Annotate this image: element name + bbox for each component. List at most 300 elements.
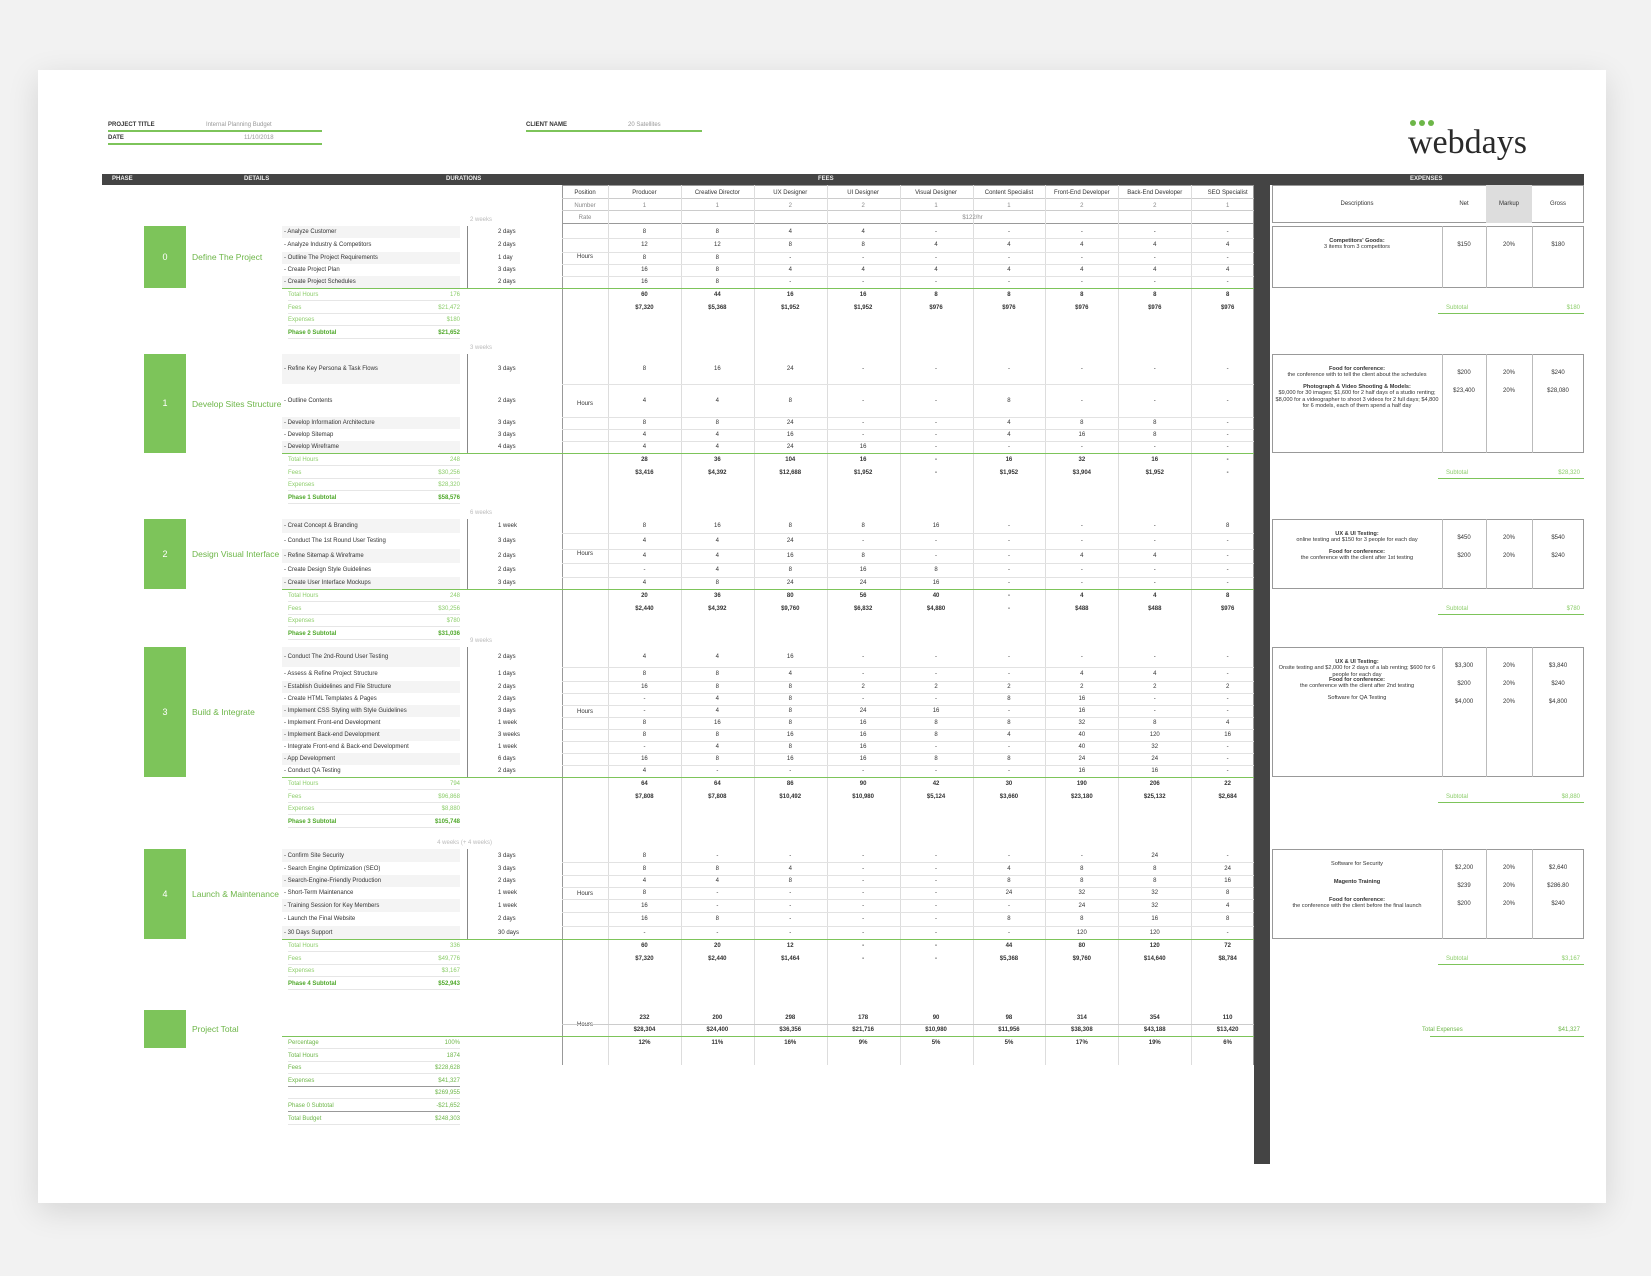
summary-value: $28,320 bbox=[438, 482, 460, 488]
task-hours: 8 bbox=[1007, 720, 1011, 726]
expense-desc-title: Food for conference: bbox=[1329, 366, 1385, 372]
expense-desc-title: Food for conference: bbox=[1329, 897, 1385, 903]
task-hours: 16 bbox=[1224, 732, 1231, 738]
total-hours: 90 bbox=[932, 1015, 940, 1021]
sum-fees: $10,492 bbox=[779, 793, 802, 800]
task-hours: 8 bbox=[642, 229, 647, 235]
sum-hours: 80 bbox=[786, 593, 794, 599]
expense-net: $2,200 bbox=[1454, 865, 1474, 871]
expense-desc-title: Photograph & Video Shooting & Models: bbox=[1303, 384, 1411, 390]
task-duration: 3 days bbox=[498, 267, 516, 273]
total-pct: 19% bbox=[1148, 1040, 1161, 1046]
project-title-label: PROJECT TITLE bbox=[108, 122, 155, 128]
summary-rule bbox=[288, 338, 460, 339]
task-duration: 2 days bbox=[498, 696, 516, 702]
task-hours: 4 bbox=[1225, 267, 1230, 273]
task-hours: - bbox=[862, 768, 865, 774]
task-hours: 8 bbox=[1225, 890, 1230, 896]
task-hours: - bbox=[935, 538, 938, 544]
summary-value: $228,628 bbox=[434, 1065, 460, 1072]
sum-fees: $976 bbox=[1075, 304, 1089, 311]
task-name: - App Development bbox=[284, 756, 336, 762]
summary-label: Fees bbox=[288, 304, 302, 311]
summary-value: 1874 bbox=[446, 1052, 460, 1059]
task-name: - Create Project Plan bbox=[284, 267, 340, 273]
task-hours: 16 bbox=[1151, 916, 1159, 922]
task-hours: - bbox=[1007, 366, 1010, 372]
task-duration: 3 days bbox=[498, 852, 516, 859]
phase-name: Design Visual Interface bbox=[192, 549, 280, 559]
header-bar bbox=[102, 174, 1254, 185]
row-rule bbox=[562, 563, 1254, 564]
task-name: - Conduct The 1st Round User Testing bbox=[284, 538, 386, 544]
row-rule bbox=[562, 252, 1254, 253]
expense-subtotal-label: Subtotal bbox=[1446, 605, 1469, 612]
sum-hours: 190 bbox=[1076, 781, 1087, 787]
task-hours: 8 bbox=[715, 671, 719, 677]
task-hours: - bbox=[789, 902, 792, 909]
task-hours: 8 bbox=[1080, 878, 1084, 884]
task-hours: 8 bbox=[642, 865, 647, 872]
row-rule bbox=[562, 429, 1254, 430]
task-hours: - bbox=[1007, 229, 1010, 235]
task-hours: 4 bbox=[934, 242, 938, 248]
task-duration: 1 week bbox=[498, 523, 518, 529]
summary-rule bbox=[288, 1098, 460, 1099]
task-hours: 2 bbox=[1080, 684, 1084, 690]
task-hours: - bbox=[1153, 397, 1156, 404]
task-hours: 16 bbox=[786, 432, 794, 438]
task-hours: - bbox=[1007, 929, 1010, 936]
task-hours: 8 bbox=[861, 242, 865, 248]
task-duration: 2 days bbox=[498, 229, 516, 235]
sum-hours: 20 bbox=[641, 593, 648, 599]
task-hours: 16 bbox=[786, 553, 794, 559]
task-hours: - bbox=[862, 366, 865, 372]
task-duration: 1 week bbox=[498, 902, 518, 909]
task-hours: - bbox=[789, 916, 792, 922]
expense-total-rule bbox=[1430, 1036, 1584, 1037]
client-name-label: CLIENT NAME bbox=[526, 122, 567, 128]
total-pct: 16% bbox=[784, 1040, 797, 1046]
summary-value: $780 bbox=[446, 618, 460, 624]
sum-hours: 4 bbox=[1080, 593, 1084, 599]
task-hours: - bbox=[789, 929, 792, 936]
expense-col-rule bbox=[1486, 354, 1487, 453]
row-rule bbox=[562, 1024, 1254, 1025]
task-hours: - bbox=[935, 878, 938, 884]
task-hours: - bbox=[643, 696, 646, 702]
phase-weeks: 6 weeks bbox=[469, 510, 492, 516]
task-hours: - bbox=[1007, 553, 1010, 559]
summary-rule bbox=[288, 1086, 460, 1087]
task-hours: - bbox=[1007, 255, 1010, 261]
task-hours: 8 bbox=[642, 255, 647, 261]
task-hours: - bbox=[862, 654, 865, 660]
task-hours: 8 bbox=[715, 684, 719, 690]
task-hours: - bbox=[935, 768, 938, 774]
sum-hours: 8 bbox=[934, 292, 938, 298]
expense-desc-text: Software for Security bbox=[1331, 861, 1383, 867]
task-hours: 16 bbox=[786, 756, 794, 762]
summary-label: Fees bbox=[288, 955, 302, 962]
task-name: - Develop Information Architecture bbox=[284, 420, 375, 426]
summary-label: Fees bbox=[288, 605, 302, 612]
expense-description bbox=[1274, 879, 1440, 885]
task-hours: - bbox=[935, 432, 938, 438]
task-hours: 8 bbox=[788, 523, 792, 529]
task-hours: 4 bbox=[642, 580, 647, 586]
task-hours: 8 bbox=[715, 229, 719, 235]
task-hours: 120 bbox=[1149, 929, 1160, 936]
total-pct: 12% bbox=[638, 1040, 651, 1046]
task-hours: 4 bbox=[715, 654, 719, 660]
task-hours: 16 bbox=[932, 580, 940, 586]
task-hours: 4 bbox=[1007, 267, 1011, 273]
task-hours: 16 bbox=[859, 444, 867, 450]
task-hours: - bbox=[935, 916, 938, 922]
summary-label: Phase 1 Subtotal bbox=[288, 494, 337, 501]
task-name: - Short-Term Maintenance bbox=[284, 890, 354, 896]
task-hours: 24 bbox=[859, 708, 867, 714]
task-hours: 8 bbox=[642, 890, 647, 896]
task-name: - Outline Contents bbox=[284, 397, 333, 404]
task-hours: - bbox=[1007, 708, 1010, 714]
sum-fees: $2,440 bbox=[708, 955, 727, 962]
sum-hours: 120 bbox=[1149, 943, 1160, 949]
row-rule bbox=[562, 533, 1254, 534]
expense-desc-title: Food for conference: bbox=[1329, 677, 1385, 683]
total-fees: $38,308 bbox=[1070, 1027, 1093, 1033]
task-hours: 24 bbox=[859, 580, 867, 586]
row-rule bbox=[562, 926, 1254, 927]
expense-gross: $240 bbox=[1551, 553, 1565, 559]
phase-weeks: 4 weeks (+ 4 weeks) bbox=[437, 840, 492, 846]
task-hours: 4 bbox=[788, 671, 792, 677]
summary-label: Total Hours bbox=[288, 781, 319, 787]
task-hours: 8 bbox=[642, 852, 647, 859]
summary-label: Fees bbox=[288, 469, 302, 476]
task-hours: 8 bbox=[642, 366, 647, 372]
expense-gross: $540 bbox=[1551, 535, 1565, 541]
summary-label: Phase 0 Subtotal bbox=[288, 1103, 334, 1109]
summary-label: Expenses bbox=[288, 968, 315, 974]
task-hours: - bbox=[935, 744, 938, 750]
task-hours: 8 bbox=[934, 756, 938, 762]
summary-label: Fees bbox=[288, 1065, 302, 1072]
task-name: - Conduct QA Testing bbox=[284, 768, 341, 774]
summary-value: $8,880 bbox=[441, 806, 460, 812]
summary-rule bbox=[288, 300, 460, 301]
task-hours: - bbox=[1226, 553, 1229, 559]
expense-col-markup: Markup bbox=[1498, 201, 1519, 207]
task-duration: 2 days bbox=[498, 567, 516, 573]
task-hours: 16 bbox=[859, 744, 867, 750]
task-hours: 24 bbox=[786, 420, 794, 426]
role-number: 2 bbox=[1153, 203, 1157, 209]
task-hours: - bbox=[643, 929, 646, 936]
task-hours: - bbox=[1226, 397, 1229, 404]
sum-hours: 8 bbox=[1153, 292, 1157, 298]
sum-fees: $3,904 bbox=[1072, 469, 1092, 476]
task-hours: 8 bbox=[1080, 420, 1084, 426]
task-hours: 24 bbox=[786, 580, 794, 586]
sum-hours: 44 bbox=[713, 292, 721, 298]
summary-label: Phase 2 Subtotal bbox=[288, 630, 337, 637]
bar-fees: FEES bbox=[818, 176, 834, 182]
total-expenses-label: Total Expenses bbox=[1422, 1027, 1463, 1033]
task-name: - Establish Guidelines and File Structure bbox=[284, 684, 392, 690]
task-hours: 16 bbox=[641, 279, 648, 285]
sum-hours: 8 bbox=[1080, 292, 1084, 298]
sum-fees: $7,808 bbox=[635, 793, 654, 800]
task-hours: 8 bbox=[1153, 865, 1157, 872]
task-hours: - bbox=[862, 852, 865, 859]
task-hours: - bbox=[935, 902, 938, 909]
summary-value: $58,576 bbox=[438, 494, 460, 501]
expense-desc-text: the conference with the client after 1st testing bbox=[1300, 555, 1414, 562]
summary-label: Total Hours bbox=[288, 292, 319, 298]
expense-markup: 20% bbox=[1502, 242, 1515, 248]
task-hours: - bbox=[862, 902, 865, 909]
task-hours: - bbox=[1007, 852, 1010, 859]
summary-rule bbox=[288, 1048, 460, 1049]
task-hours: 4 bbox=[1007, 242, 1011, 248]
task-hours: - bbox=[716, 890, 719, 896]
expense-description bbox=[1274, 861, 1440, 867]
task-hours: 40 bbox=[1078, 744, 1086, 750]
summary-label: Total Hours bbox=[288, 593, 319, 599]
task-duration: 2 days bbox=[498, 768, 516, 774]
task-hours: 16 bbox=[1078, 696, 1086, 702]
phase-number-box: 0 bbox=[144, 226, 186, 288]
task-hours: - bbox=[1007, 768, 1010, 774]
phase-weeks: 9 weeks bbox=[469, 638, 492, 644]
row-rule bbox=[562, 693, 1254, 694]
task-hours: - bbox=[1080, 654, 1083, 660]
task-hours: - bbox=[935, 929, 938, 936]
task-hours: - bbox=[1153, 538, 1156, 544]
task-hours: 32 bbox=[1151, 744, 1159, 750]
expense-markup: 20% bbox=[1502, 865, 1515, 871]
expense-col-rule bbox=[1532, 354, 1533, 453]
task-hours: 8 bbox=[788, 567, 792, 573]
task-hours: 8 bbox=[1007, 878, 1011, 884]
phase-number-box: 1 bbox=[144, 354, 186, 453]
sum-hours: 60 bbox=[641, 943, 648, 949]
total-pct: 17% bbox=[1075, 1040, 1088, 1046]
sum-fees: $3,416 bbox=[635, 469, 654, 476]
task-hours: 16 bbox=[641, 267, 648, 273]
summary-value: $248,303 bbox=[434, 1115, 460, 1122]
phase-rule bbox=[562, 453, 1254, 454]
summary-label: Phase 0 Subtotal bbox=[288, 329, 337, 336]
sum-hours: 16 bbox=[859, 457, 867, 463]
sum-fees: $8,784 bbox=[1218, 955, 1237, 962]
summary-label: Expenses bbox=[288, 806, 315, 812]
date-value: 11/10/2018 bbox=[244, 135, 274, 141]
role-number: 1 bbox=[1225, 203, 1230, 209]
task-name: - Search-Engine-Friendly Production bbox=[284, 878, 382, 884]
expense-markup: 20% bbox=[1502, 663, 1515, 669]
expense-col-rule bbox=[1442, 226, 1443, 288]
summary-value: $30,256 bbox=[438, 605, 460, 612]
sum-fees: $2,684 bbox=[1218, 793, 1237, 800]
sum-fees: $4,392 bbox=[708, 469, 727, 476]
expense-desc-text: the conference with the client before the final launch bbox=[1292, 903, 1422, 910]
sum-hours: - bbox=[1226, 457, 1229, 463]
sum-hours: 36 bbox=[713, 593, 721, 599]
phase-rule bbox=[562, 939, 1254, 940]
task-hours: - bbox=[862, 397, 865, 404]
task-name: - Develop Sitemap bbox=[284, 432, 334, 438]
task-hours: - bbox=[716, 852, 719, 859]
task-hours: - bbox=[935, 865, 938, 872]
task-hours: 8 bbox=[934, 567, 938, 573]
task-hours: - bbox=[935, 255, 938, 261]
task-hours: 16 bbox=[713, 720, 721, 726]
duration-rule bbox=[467, 354, 468, 453]
expense-net: $4,000 bbox=[1454, 699, 1474, 705]
bar-expenses: EXPENSES bbox=[1410, 176, 1443, 182]
role-header: Content Specialist bbox=[984, 190, 1034, 196]
sum-fees: $976 bbox=[1002, 304, 1016, 311]
task-hours: - bbox=[1080, 852, 1083, 859]
task-duration: 1 days bbox=[498, 671, 516, 677]
task-hours: - bbox=[1007, 523, 1010, 529]
task-hours: 8 bbox=[642, 732, 647, 738]
expense-subtotal-value: $780 bbox=[1566, 605, 1580, 612]
summary-rule bbox=[288, 827, 460, 828]
hours-label: Hours bbox=[576, 891, 593, 897]
task-hours: - bbox=[789, 279, 792, 285]
task-hours: 4 bbox=[1007, 432, 1011, 438]
sum-hours: 36 bbox=[713, 457, 721, 463]
hours-label: Hours bbox=[576, 400, 593, 407]
phase-rule bbox=[562, 777, 1254, 778]
task-duration: 1 day bbox=[498, 255, 513, 261]
summary-rule bbox=[288, 465, 460, 466]
task-hours: 16 bbox=[1078, 432, 1086, 438]
summary-value: $21,472 bbox=[438, 304, 460, 311]
sum-fees: $976 bbox=[1220, 304, 1235, 311]
task-hours: 4 bbox=[642, 654, 647, 660]
task-hours: 8 bbox=[1007, 397, 1011, 404]
sum-hours: 86 bbox=[786, 781, 794, 787]
expense-col-gross: Gross bbox=[1549, 201, 1566, 207]
summary-value: 100% bbox=[444, 1040, 460, 1046]
total-pct: 6% bbox=[1223, 1040, 1232, 1046]
task-hours: - bbox=[789, 255, 792, 261]
task-hours: 8 bbox=[715, 267, 719, 273]
task-hours: - bbox=[1153, 567, 1156, 573]
task-hours: 4 bbox=[1153, 553, 1157, 559]
task-duration: 1 week bbox=[498, 744, 518, 750]
task-hours: 8 bbox=[1007, 916, 1011, 922]
sum-hours: - bbox=[935, 457, 938, 463]
task-duration: 6 days bbox=[498, 756, 516, 762]
task-hours: 4 bbox=[788, 229, 792, 235]
role-number: 1 bbox=[715, 203, 719, 209]
task-duration: 2 days bbox=[498, 279, 516, 285]
summary-rule bbox=[288, 964, 460, 965]
task-hours: 8 bbox=[1225, 916, 1230, 922]
task-duration: 2 days bbox=[498, 654, 516, 660]
task-hours: - bbox=[1153, 654, 1156, 660]
task-hours: 16 bbox=[713, 366, 721, 372]
total-fees: $10,980 bbox=[925, 1027, 947, 1033]
summary-value: $180 bbox=[446, 317, 460, 323]
expense-net: $200 bbox=[1457, 553, 1471, 559]
expense-desc-text: Onsite testing and $2,000 for 2 days of a lab renting; $600 for 6 people for each day bbox=[1278, 665, 1436, 678]
task-hours: 4 bbox=[642, 397, 647, 404]
task-hours: - bbox=[1153, 229, 1156, 235]
task-hours: - bbox=[935, 671, 938, 677]
task-duration: 3 days bbox=[498, 420, 516, 426]
expense-gross: $286.80 bbox=[1547, 883, 1569, 889]
sum-fees: $488 bbox=[1075, 605, 1089, 612]
task-hours: 8 bbox=[788, 708, 792, 714]
task-hours: - bbox=[935, 553, 938, 559]
summary-rule bbox=[288, 325, 460, 326]
task-hours: 4 bbox=[1080, 242, 1084, 248]
summary-value: $31,036 bbox=[438, 630, 460, 637]
row-rule bbox=[562, 667, 1254, 668]
task-hours: - bbox=[1226, 420, 1229, 426]
total-fees: $11,956 bbox=[998, 1027, 1020, 1033]
task-hours: - bbox=[1226, 852, 1229, 859]
task-hours: - bbox=[1080, 229, 1083, 235]
sum-fees: - bbox=[1226, 469, 1229, 476]
expense-box bbox=[1272, 226, 1584, 288]
task-duration: 3 days bbox=[498, 708, 516, 714]
sum-fees: $9,760 bbox=[1072, 955, 1092, 962]
expense-net: $23,400 bbox=[1453, 388, 1475, 394]
total-pct: 9% bbox=[858, 1040, 868, 1046]
task-hours: 8 bbox=[642, 420, 647, 426]
summary-rule bbox=[288, 313, 460, 314]
expense-col-rule bbox=[1442, 354, 1443, 453]
task-hours: - bbox=[1226, 580, 1229, 586]
task-hours: - bbox=[1007, 744, 1010, 750]
task-hours: 8 bbox=[788, 720, 792, 726]
summary-label: Phase 4 Subtotal bbox=[288, 980, 337, 987]
task-hours: 4 bbox=[1007, 732, 1011, 738]
sum-fees: $976 bbox=[1148, 304, 1162, 311]
task-hours: 4 bbox=[1153, 267, 1157, 273]
expense-subtotal-rule bbox=[1438, 614, 1584, 615]
expense-col-rule bbox=[1442, 849, 1443, 939]
sum-hours: 22 bbox=[1224, 781, 1231, 787]
total-hours: 200 bbox=[712, 1015, 723, 1021]
summary-rule bbox=[288, 951, 460, 952]
task-duration: 2 days bbox=[498, 878, 516, 884]
task-hours: 16 bbox=[786, 654, 794, 660]
sum-hours: 30 bbox=[1005, 781, 1013, 787]
role-number: 1 bbox=[1007, 203, 1011, 209]
task-hours: - bbox=[716, 768, 719, 774]
expense-markup: 20% bbox=[1502, 535, 1515, 541]
task-hours: - bbox=[1007, 538, 1010, 544]
task-hours: - bbox=[716, 929, 719, 936]
task-hours: - bbox=[643, 744, 646, 750]
task-hours: - bbox=[862, 279, 865, 285]
task-hours: 120 bbox=[1076, 929, 1087, 936]
project-total-name: Project Total bbox=[192, 1024, 239, 1034]
task-name: - Launch the Final Website bbox=[284, 916, 356, 922]
total-fees: $21,716 bbox=[852, 1027, 874, 1033]
expense-desc-text: online testing and $150 for 3 people for each day bbox=[1296, 537, 1418, 544]
